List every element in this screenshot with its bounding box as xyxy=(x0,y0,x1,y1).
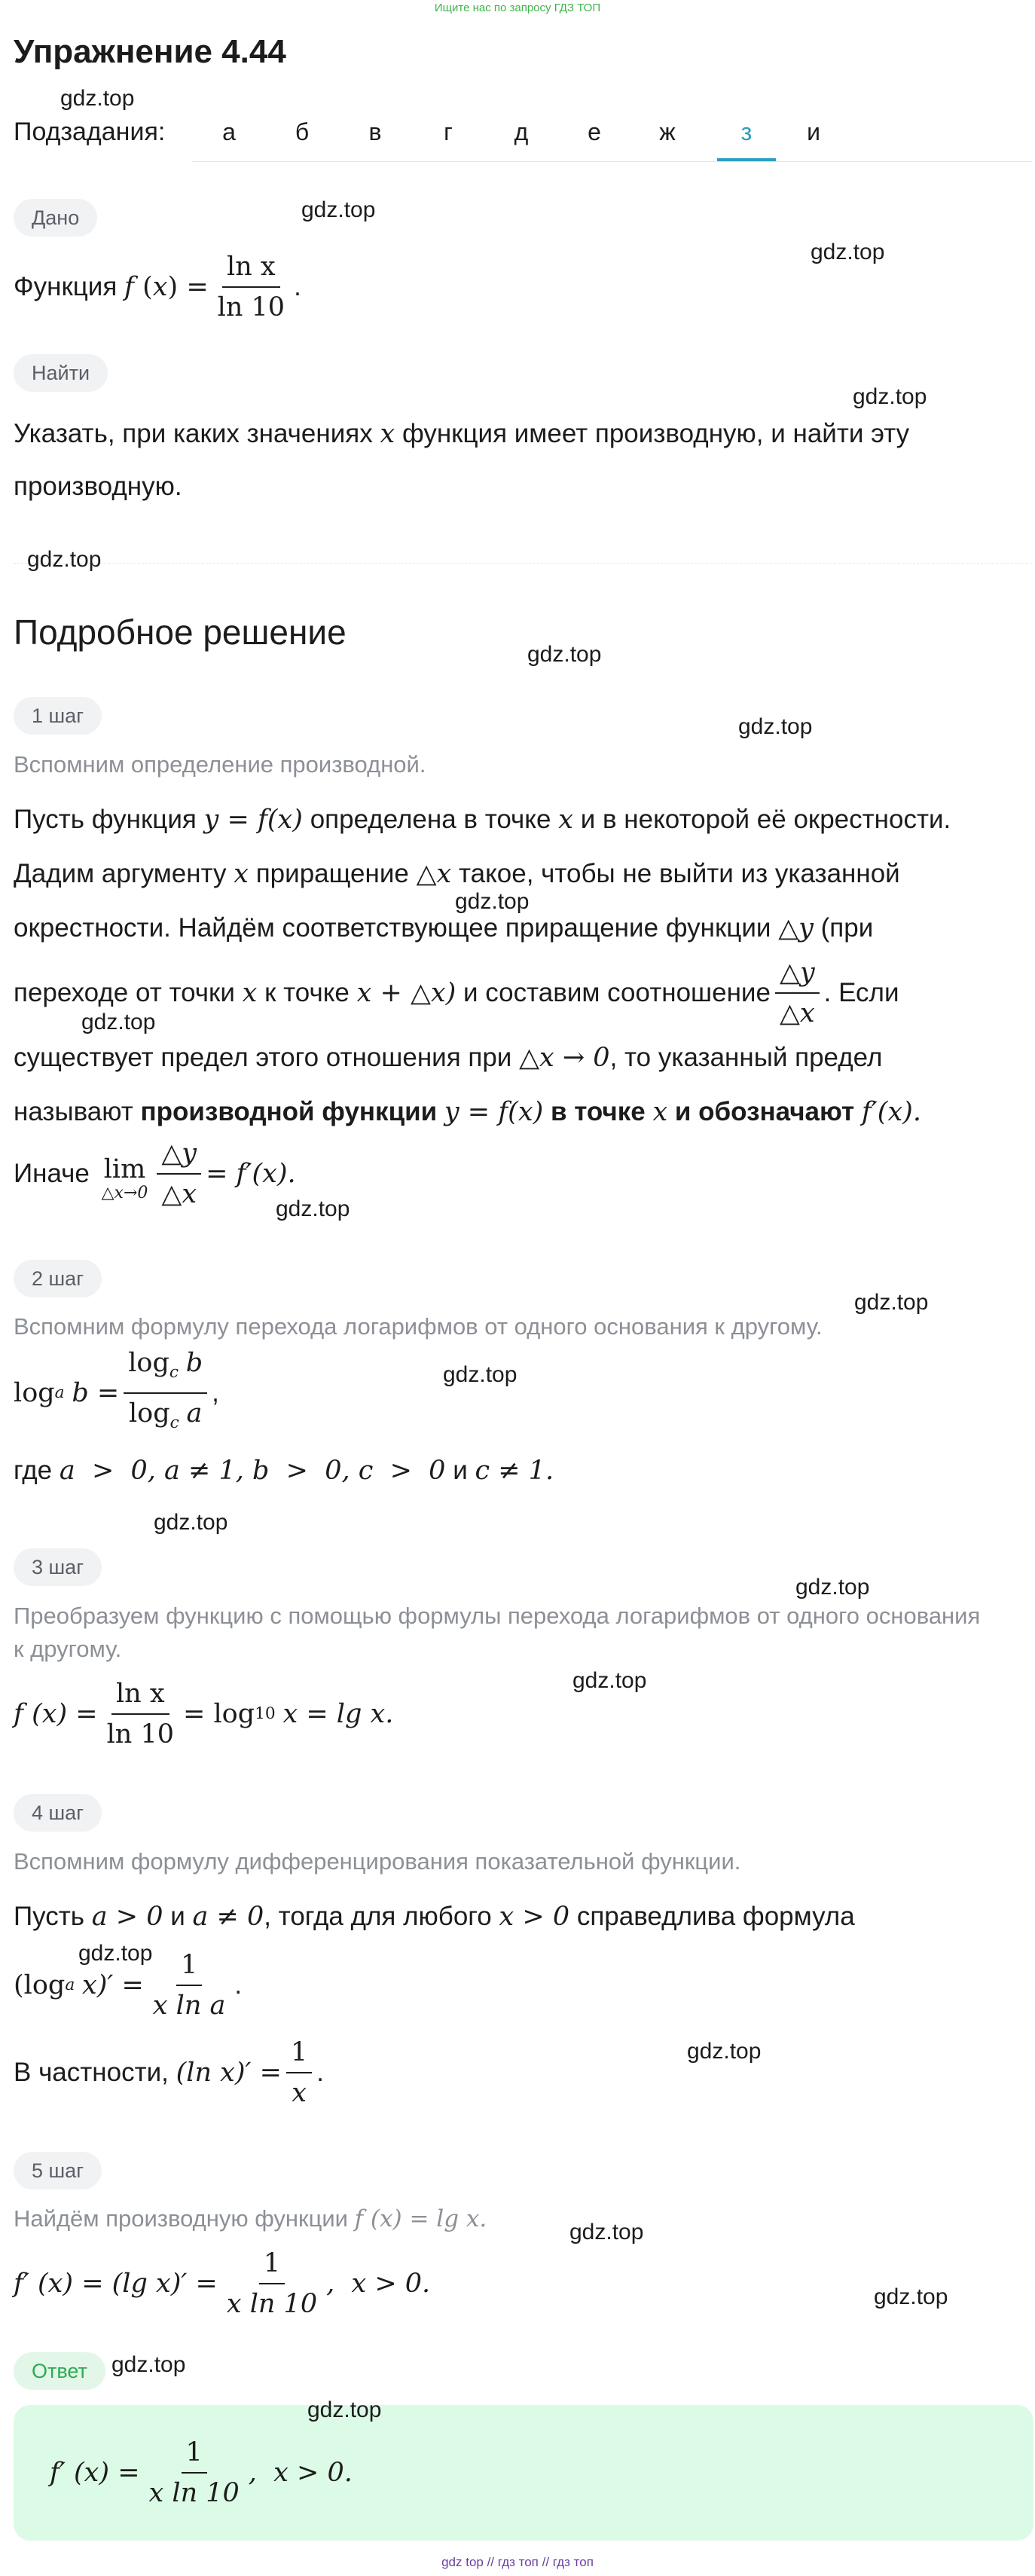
s2-cond-m2: c ≠ 1. xyxy=(475,1456,554,1486)
step-3-pill: 3 шаг xyxy=(14,1548,102,1586)
find-line-1 xyxy=(14,419,909,449)
tab-d[interactable]: д xyxy=(514,118,529,145)
s2-cond-a: где xyxy=(14,1456,53,1485)
watermark: gdz.top xyxy=(572,1668,647,1693)
s1-l6-m2: f′(x). xyxy=(861,1097,921,1127)
given-line: Функция f ( x ) = $\frac{\text{ln x}}{\ln 10}$ . xyxy=(14,252,301,322)
s1-l4-den: △x xyxy=(779,998,815,1028)
s1-l1-a: Пусть функция xyxy=(14,805,197,834)
s1-l5-b: , то указанный предел xyxy=(609,1043,883,1072)
s2-lhs: log xyxy=(14,1378,55,1408)
given-den: ln 10 xyxy=(217,292,285,322)
s1-l2-m: △x xyxy=(416,859,452,889)
tab-zh[interactable]: ж xyxy=(659,118,676,145)
s1-l6-x: x xyxy=(652,1097,668,1127)
step-1-line-1 xyxy=(14,805,951,835)
s4-l3-num: 1 xyxy=(286,2036,312,2073)
s1-l4-b: к точке xyxy=(264,978,350,1007)
s4-f1-sub: a xyxy=(65,1976,75,1994)
s1-l4-x: x xyxy=(242,978,258,1008)
find-pill: Найти xyxy=(14,354,108,392)
s4-l3-m: (ln x)′ = xyxy=(176,2058,282,2088)
step-3-hint-1: Преобразуем функцию с помощью формулы перехода логарифмов от одного основания xyxy=(14,1603,981,1629)
s1-l7-a: Иначе xyxy=(14,1159,90,1188)
s2-num: log xyxy=(128,1348,169,1378)
watermark: gdz.top xyxy=(853,384,927,409)
footer-links[interactable]: gdz top // гдз топ // гдз топ xyxy=(441,2555,594,2569)
find-line-2: производную. xyxy=(14,472,182,501)
s1-l7-b: = f′(x). xyxy=(206,1159,296,1189)
tab-a[interactable]: а xyxy=(222,118,236,145)
step-1-line-7 xyxy=(14,1136,296,1212)
watermark: gdz.top xyxy=(455,889,530,914)
s2-lhs-arg: b = xyxy=(72,1378,120,1408)
step-2-formula xyxy=(14,1348,219,1435)
s3-rhs: = log xyxy=(183,1699,255,1729)
watermark: gdz.top xyxy=(111,2352,186,2377)
watermark: gdz.top xyxy=(154,1510,228,1535)
s5-hint-text: Найдём производную функции xyxy=(14,2205,348,2232)
s1-l7-den: △x xyxy=(161,1179,197,1209)
s4-l1-m3: x > 0 xyxy=(499,1902,570,1932)
step-1-line-2 xyxy=(14,859,900,889)
subtask-tabs xyxy=(192,105,1032,162)
watermark: gdz.top xyxy=(854,1290,929,1315)
s4-l1-d: справедлива формула xyxy=(576,1902,855,1931)
watermark: gdz.top xyxy=(795,1575,870,1600)
s2-comma: , xyxy=(212,1378,219,1407)
answer-den: x ln 10 xyxy=(148,2478,240,2508)
tab-e[interactable]: е xyxy=(588,118,601,145)
answer-pill: Ответ xyxy=(14,2352,105,2390)
step-5-hint xyxy=(14,2205,487,2233)
s1-l1-c: и в некоторой её окрестности. xyxy=(580,805,951,834)
step-3-hint-2: к другому. xyxy=(14,1636,122,1662)
step-1-line-3 xyxy=(14,913,873,943)
step-4-line-3 xyxy=(14,2031,324,2114)
s1-l5-a: существует предел этого отношения при xyxy=(14,1043,512,1072)
s1-l3-b: (при xyxy=(820,913,874,943)
s3-rhs-b: x = lg x. xyxy=(282,1699,394,1729)
step-4-hint: Вспомним формулу дифференцирования показательной функции. xyxy=(14,1848,741,1875)
s2-den-sub: c xyxy=(169,1413,179,1432)
s4-l3-a: В частности, xyxy=(14,2058,169,2087)
subtasks-label: Подзадания: xyxy=(14,118,166,146)
s4-l1-m2: a ≠ 0 xyxy=(192,1902,264,1932)
given-pill: Дано xyxy=(14,199,97,237)
step-5-pill: 5 шаг xyxy=(14,2152,102,2189)
step-4-pill: 4 шаг xyxy=(14,1794,102,1832)
watermark: gdz.top xyxy=(301,197,376,222)
watermark: gdz.top xyxy=(569,2220,644,2244)
s4-f1-num: 1 xyxy=(176,1948,202,1986)
s1-l6-c: в точке xyxy=(550,1097,646,1126)
watermark: gdz.top xyxy=(811,240,885,264)
s5-den: x ln 10 xyxy=(226,2289,318,2319)
s1-l7-num: △y xyxy=(157,1137,201,1175)
given-f: f xyxy=(124,272,135,302)
s1-l4-d: . Если xyxy=(823,978,899,1007)
s4-l1-a: Пусть xyxy=(14,1902,85,1931)
watermark: gdz.top xyxy=(78,1941,153,1966)
s1-l2-c: такое, чтобы не выйти из указанной xyxy=(458,859,900,888)
step-1-hint: Вспомним определение производной. xyxy=(14,751,426,778)
s5-lhs: f′ (x) = (lg x)′ = xyxy=(14,2269,218,2299)
s4-l1-c: , тогда для любого xyxy=(264,1902,492,1931)
tab-v[interactable]: в xyxy=(368,118,382,145)
s1-l3-m: △y xyxy=(778,913,814,943)
s5-hint-m: f (x) = lg x. xyxy=(354,2205,487,2232)
watermark: gdz.top xyxy=(27,547,102,572)
step-2-pill: 2 шаг xyxy=(14,1260,102,1297)
s4-f1-den: x ln a xyxy=(152,1991,226,2021)
s5-num: 1 xyxy=(259,2247,285,2284)
s4-l3-end: . xyxy=(316,2058,324,2087)
step-1-pill: 1 шаг xyxy=(14,697,102,735)
solution-title: Подробное решение xyxy=(14,613,347,652)
watermark: gdz.top xyxy=(60,86,135,111)
s4-f1-lhs-b: x)′ = xyxy=(82,1970,144,2000)
tab-g[interactable]: г xyxy=(444,118,453,145)
watermark: gdz.top xyxy=(687,2039,762,2064)
watermark: gdz.top xyxy=(527,642,602,667)
watermark: gdz.top xyxy=(276,1196,350,1221)
s2-cond-b: и xyxy=(453,1456,468,1485)
watermark: gdz.top xyxy=(874,2284,948,2309)
s4-l1-m1: a > 0 xyxy=(91,1902,163,1932)
section-divider xyxy=(14,563,1032,564)
s2-cond-m1: a > 0, a ≠ 1, b > 0, c > 0 xyxy=(59,1456,446,1486)
step-1-line-5 xyxy=(14,1043,882,1073)
tab-z[interactable]: з xyxy=(717,116,776,161)
answer-rhs: , x > 0. xyxy=(248,2458,353,2488)
given-x: x xyxy=(152,272,168,302)
step-2-hint: Вспомним формулу перехода логарифмов от одного основания к другому. xyxy=(14,1313,823,1340)
s1-l2-a: Дадим аргументу xyxy=(14,859,227,888)
tab-i[interactable]: и xyxy=(807,118,820,145)
s3-lhs: f (x) = xyxy=(14,1699,98,1729)
s2-den: log xyxy=(128,1398,170,1429)
s1-l2-x: x xyxy=(234,859,249,889)
watermark: gdz.top xyxy=(738,714,813,739)
find-text-b: функция имеет производную, и найти эту xyxy=(401,419,910,448)
watermark: gdz.top xyxy=(81,1010,156,1034)
page-title: Упражнение 4.44 xyxy=(14,33,286,70)
s1-l6-m1: y = f(x) xyxy=(444,1097,544,1127)
s1-l1-x: x xyxy=(558,805,573,835)
s3-num: ln x xyxy=(111,1677,169,1715)
step-1-line-6 xyxy=(14,1097,921,1127)
step-2-conditions xyxy=(14,1456,554,1486)
given-num: ln x xyxy=(222,250,280,288)
s5-rhs: , x > 0. xyxy=(326,2269,431,2299)
s1-l4-c: и составим соотношение xyxy=(463,978,771,1007)
s1-l7-lim: lim xyxy=(103,1154,146,1184)
s1-l4-num: △y xyxy=(775,956,820,994)
s1-l4-m: x + △x) xyxy=(356,978,456,1008)
s1-l1-b: определена в точке xyxy=(310,805,551,834)
s1-l6-d: и обозначают xyxy=(674,1097,855,1126)
s1-l4-a: переходе от точки xyxy=(14,978,235,1007)
step-3-formula xyxy=(14,1673,393,1756)
s1-l5-m: △x → 0 xyxy=(519,1043,610,1073)
s1-l7-sub: △x→0 xyxy=(101,1184,148,1202)
s4-f1-lhs: (log xyxy=(14,1970,66,2000)
find-x: x xyxy=(380,419,395,449)
step-4-line-1 xyxy=(14,1902,855,1932)
s4-l3-den: x xyxy=(292,2078,307,2108)
step-5-formula xyxy=(14,2242,430,2325)
given-prefix: Функция xyxy=(14,272,118,301)
watermark: gdz.top xyxy=(307,2397,382,2422)
s3-den: ln 10 xyxy=(106,1719,174,1749)
s2-num-arg: b xyxy=(185,1348,203,1378)
s1-l3-a: окрестности. Найдём соответствующее приращение функции xyxy=(14,913,771,943)
s1-l6-a: называют xyxy=(14,1097,133,1126)
s4-f1-end: . xyxy=(234,1970,243,2000)
s1-l2-b: приращение xyxy=(255,859,409,888)
s4-l1-b: и xyxy=(170,1902,185,1931)
answer-num: 1 xyxy=(182,2436,207,2474)
given-period: . xyxy=(294,272,301,301)
s1-l6-b: производной функции xyxy=(140,1097,438,1126)
answer-lhs: f′ (x) = xyxy=(50,2458,140,2488)
top-search-hint[interactable]: Ищите нас по запросу ГДЗ ТОП xyxy=(434,2,601,14)
s1-l1-m: y = f(x) xyxy=(203,805,303,835)
find-text-a: Указать, при каких значениях xyxy=(14,419,373,448)
s2-den-arg: a xyxy=(186,1398,203,1429)
answer-formula xyxy=(50,2431,353,2515)
tab-b[interactable]: б xyxy=(295,118,310,145)
given-eq: = xyxy=(186,272,209,302)
s2-lhs-sub: a xyxy=(54,1383,65,1402)
s2-num-sub: c xyxy=(169,1363,179,1382)
watermark: gdz.top xyxy=(443,1362,518,1387)
s3-rhs-sub: 10 xyxy=(255,1704,276,1723)
